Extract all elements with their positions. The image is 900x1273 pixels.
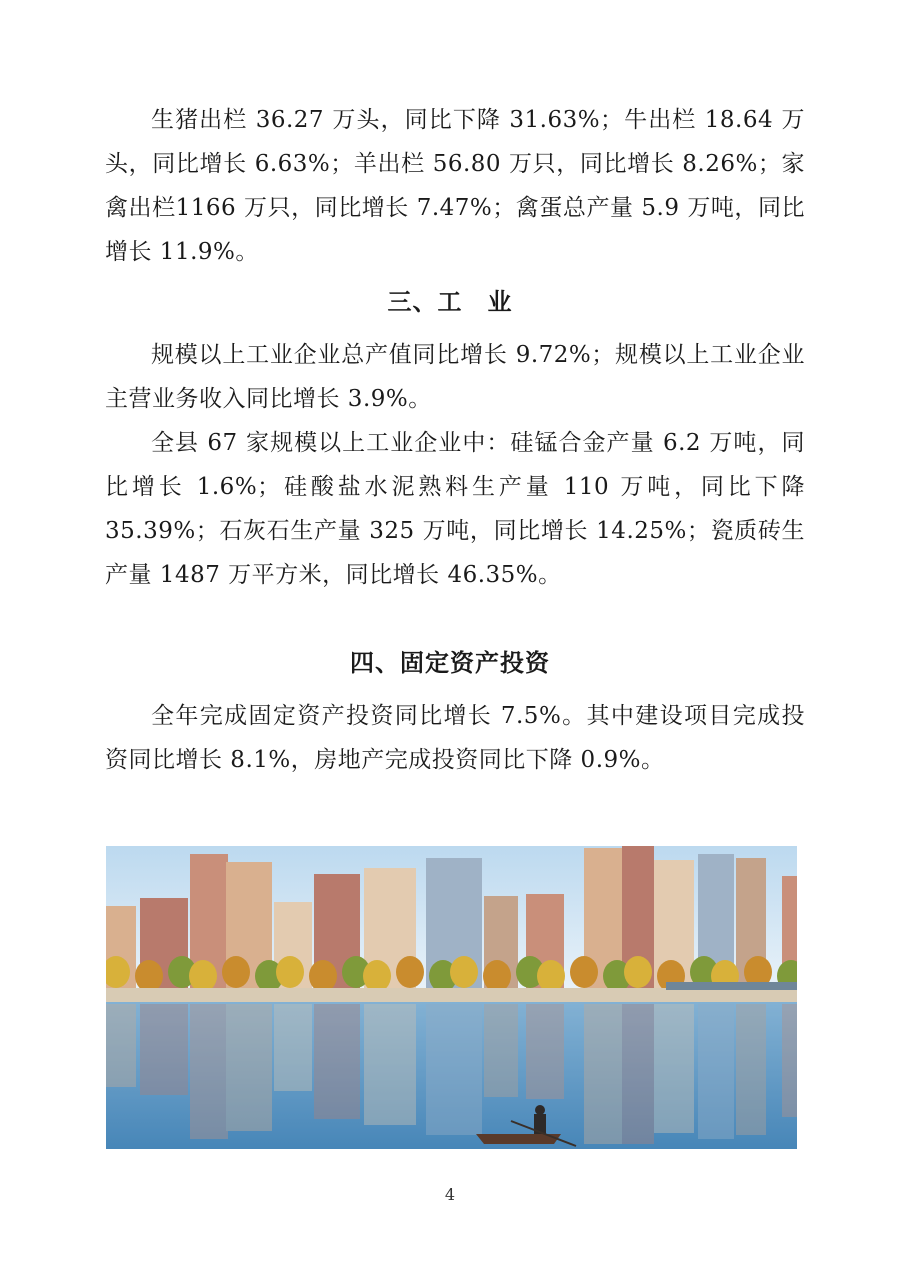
tree [483, 960, 511, 992]
section-heading-investment: 四、固定资产投资 [350, 648, 550, 677]
tree [624, 956, 652, 988]
tree [309, 960, 337, 992]
paragraph-industry-products: 全县 67 家规模以上工业企业中：硅锰合金产量 6.2 万吨，同比增长 1.6%；硅酸盐水泥熟料生产量 110 万吨，同比下降 35.39%；石灰石生产量 325 万吨，同比增长 14.25%；瓷质砖生产量 1487 万平方米，同比增长 46.35%。 [105, 430, 805, 588]
city-riverside-photo [106, 846, 797, 1149]
tree [222, 956, 250, 988]
tree [189, 960, 217, 992]
page-number: 4 [444, 1185, 456, 1204]
water-tint [106, 1002, 797, 1149]
tree [363, 960, 391, 992]
paragraph-industry-output: 规模以上工业企业总产值同比增长 9.72%；规模以上工业企业主营业务收入同比增长 3.9%。 [105, 342, 805, 412]
tree [570, 956, 598, 988]
tree [396, 956, 424, 988]
section-heading-industry: 三、工 业 [387, 287, 513, 316]
tree [135, 960, 163, 992]
tree [276, 956, 304, 988]
tree [450, 956, 478, 988]
city-riverside-illustration [106, 846, 797, 1149]
paragraph-investment: 全年完成固定资产投资同比增长 7.5%。其中建设项目完成投资同比增长 8.1%，房地产完成投资同比下降 0.9%。 [105, 703, 805, 773]
bridge [666, 982, 797, 990]
paragraph-livestock: 生猪出栏 36.27 万头，同比下降 31.63%；牛出栏 18.64 万头，同比增长 6.63%；羊出栏 56.80 万只，同比增长 8.26%；家禽出栏1166 万只，同比增长 7.47%；禽蛋总产量 5.9 万吨，同比增长 11.9%。 [105, 107, 805, 265]
boatman-head [535, 1105, 545, 1115]
embankment [106, 988, 797, 1002]
tree [537, 960, 565, 992]
